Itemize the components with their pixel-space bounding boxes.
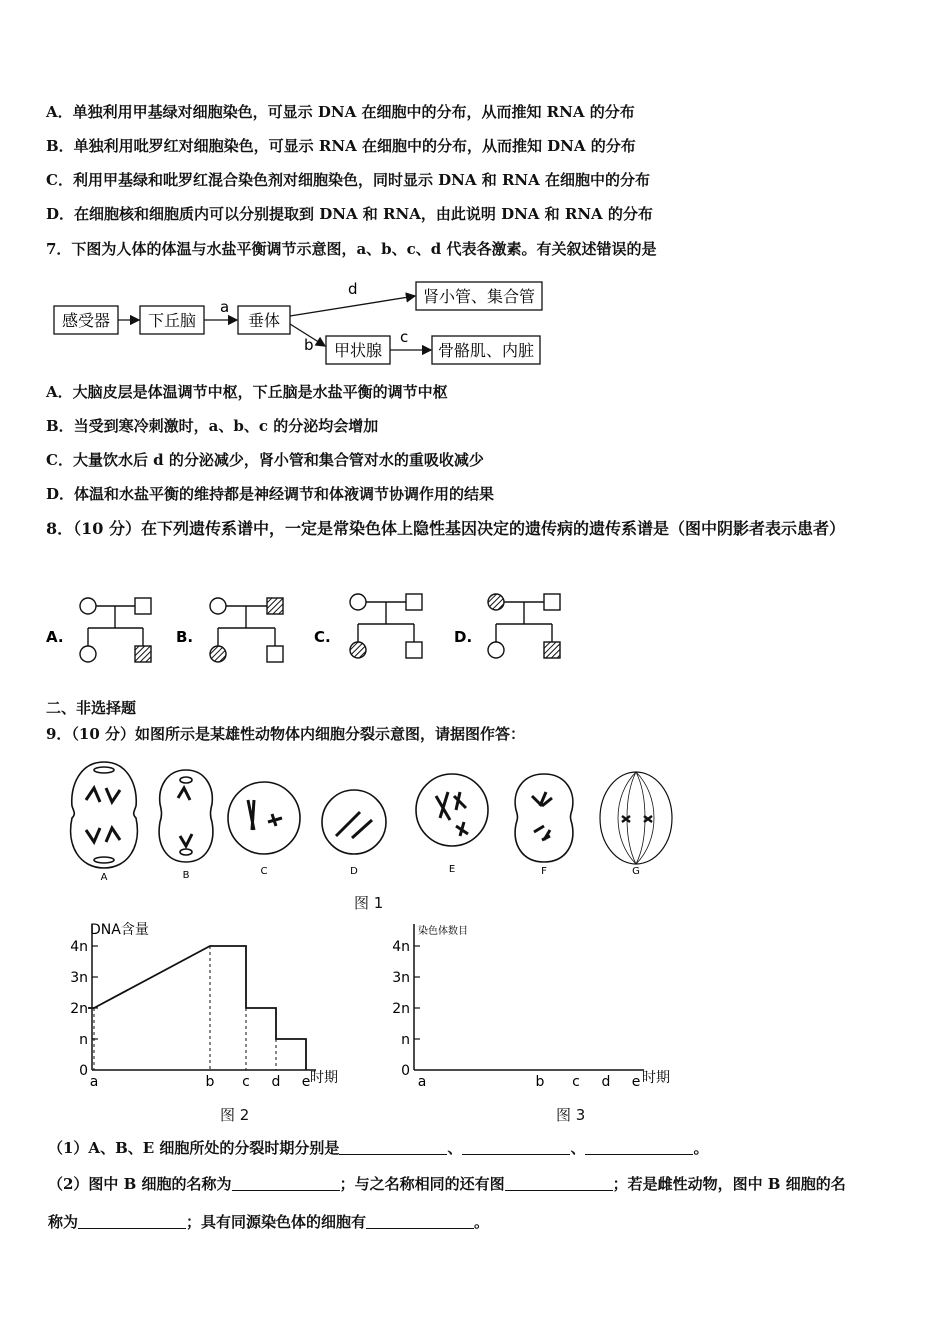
q6-option-b: B．单独利用吡罗红对细胞染色，可显示 RNA 在细胞中的分布，从而推知 DNA 的分布 (46, 137, 636, 155)
box-hypothalamus: 下丘脑 (147, 311, 197, 330)
chart2-xtick-b: b (205, 1074, 215, 1090)
chart2-ylabel: DNA含量 (90, 922, 149, 938)
answer-blank-5[interactable] (505, 1174, 613, 1191)
chart2-xlabel: 时期 (310, 1070, 338, 1086)
q6-option-a: A．单独利用甲基绿对细胞染色，可显示 DNA 在细胞中的分布，从而推知 RNA 的分布 (46, 103, 635, 121)
cell-label-f: F (541, 866, 547, 877)
pedigree-c (350, 594, 422, 658)
chart2-ytick-3: n (79, 1032, 88, 1048)
pedigree-label-d: D. (454, 628, 473, 646)
box-kidney-tubules: 肾小管、集合管 (422, 287, 536, 306)
chart2-ytick-0: 4n (70, 939, 88, 955)
q8-pedigrees (40, 586, 600, 672)
q7-option-b: B．当受到寒冷刺激时，a、b、c 的分泌均会增加 (46, 417, 379, 435)
cell-division-figure (56, 756, 696, 886)
box-thyroid: 甲状腺 (333, 341, 383, 360)
q9-sub2-text-d: 称为 (48, 1213, 79, 1231)
pedigree-b (210, 598, 283, 662)
cell-e (416, 774, 488, 846)
chart3-ytick-1: 3n (392, 970, 410, 986)
box-receptor: 感受器 (61, 311, 111, 330)
chart3-ytick-4: 0 (401, 1063, 410, 1079)
cell-d (322, 790, 386, 854)
separator-2: 、 (570, 1139, 586, 1157)
answer-blank-4[interactable] (232, 1174, 340, 1191)
q9-sub2-line2 (48, 1212, 489, 1232)
chart2-ytick-1: 3n (70, 970, 88, 986)
cell-a (71, 762, 138, 868)
q7-option-a: A．大脑皮层是体温调节中枢，下丘脑是水盐平衡的调节中枢 (46, 383, 448, 401)
cell-label-c: C (260, 866, 268, 877)
q9-sub2-text-c: ；若是雌性动物，图中 B 细胞的名 (612, 1175, 846, 1193)
separator-1: 、 (447, 1139, 463, 1157)
cell-label-e: E (448, 864, 456, 875)
chart3-xtick-d: d (601, 1074, 611, 1090)
chart2-ytick-4: 0 (79, 1063, 88, 1079)
cell-label-a: A (100, 872, 108, 883)
chart3-xtick-c: c (572, 1074, 580, 1090)
cell-f (515, 774, 573, 862)
pedigree-label-b: B. (176, 628, 194, 646)
q9-sub2-text-b: ；与之名称相同的还有图 (339, 1175, 505, 1193)
chart2-dna-line (94, 946, 306, 1070)
q6-option-d: D．在细胞核和细胞质内可以分别提取到 DNA 和 RNA，由此说明 DNA 和 RNA 的分布 (46, 205, 653, 223)
answer-blank-1[interactable] (339, 1138, 447, 1155)
cell-g (600, 772, 672, 864)
chart3-ytick-2: 2n (392, 1001, 410, 1017)
cell-label-g: G (632, 866, 640, 877)
pedigree-label-a: A. (46, 628, 64, 646)
pedigree-a (80, 598, 151, 662)
q9-sub1 (48, 1138, 708, 1158)
chart3-ylabel: 染色体数目 (418, 926, 468, 937)
chart2-xtick-e: e (301, 1074, 311, 1090)
q7-option-d: D．体温和水盐平衡的维持都是神经调节和体液调节协调作用的结果 (46, 485, 495, 503)
q7-option-c: C．大量饮水后 d 的分泌减少，肾小管和集合管对水的重吸收减少 (46, 451, 484, 469)
cell-b (159, 770, 213, 862)
figure-2-caption: 图 2 (220, 1106, 250, 1124)
label-b: b (304, 336, 314, 354)
answer-blank-7[interactable] (366, 1212, 474, 1229)
label-d: d (348, 280, 358, 298)
q9-sub2-line1 (48, 1174, 846, 1194)
label-a: a (220, 298, 230, 316)
box-pituitary: 垂体 (247, 311, 281, 330)
figure-1-caption: 图 1 (354, 894, 384, 912)
q6-option-c: C．利用甲基绿和吡罗红混合染色剂对细胞染色，同时显示 DNA 和 RNA 在细胞中的分布 (46, 171, 651, 189)
cell-label-b: B (182, 870, 190, 881)
dna-content-chart (56, 918, 366, 1092)
cell-label-d: D (350, 866, 358, 877)
figure-3-caption: 图 3 (556, 1106, 586, 1124)
chart2-xtick-a: a (89, 1074, 99, 1090)
q8-stem: 8．（10 分）在下列遗传系谱中，一定是常染色体上隐性基因决定的遗传病的遗传系谱是（图中阴影者表示患者） (46, 519, 845, 538)
answer-blank-2[interactable] (462, 1138, 570, 1155)
chart3-ytick-3: n (401, 1032, 410, 1048)
end-mark-1: 。 (693, 1139, 709, 1157)
chart3-ytick-0: 4n (392, 939, 410, 955)
chart2-ytick-2: 2n (70, 1001, 88, 1017)
chart3-xtick-a: a (417, 1074, 427, 1090)
q9-sub2-text-a: （2）图中 B 细胞的名称为 (48, 1175, 232, 1193)
q9-sub1-text: （1）A、B、E 细胞所处的分裂时期分别是 (48, 1139, 340, 1157)
answer-blank-3[interactable] (585, 1138, 693, 1155)
section-heading: 二、非选择题 (46, 699, 137, 717)
q7-stem: 7．下图为人体的体温与水盐平衡调节示意图，a、b、c、d 代表各激素。有关叙述错误的是 (46, 240, 657, 258)
chart2-xtick-d: d (271, 1074, 281, 1090)
q9-sub2-text-e: ；具有同源染色体的细胞有 (186, 1213, 367, 1231)
q9-stem: 9．（10 分）如图所示是某雄性动物体内细胞分裂示意图，请据图作答： (46, 725, 526, 743)
box-muscle-organs: 骨骼肌、内脏 (437, 341, 535, 360)
pedigree-d (488, 594, 560, 658)
end-mark-2: 。 (474, 1213, 490, 1231)
label-c: c (400, 328, 409, 346)
chart3-xtick-e: e (631, 1074, 641, 1090)
chart2-xtick-c: c (242, 1074, 250, 1090)
chromosome-count-chart (388, 918, 698, 1092)
chart3-xtick-b: b (535, 1074, 545, 1090)
answer-blank-6[interactable] (78, 1212, 186, 1229)
pedigree-label-c: C. (314, 628, 331, 646)
q7-flow-diagram (50, 276, 550, 372)
cell-c (228, 782, 300, 854)
chart3-xlabel: 时期 (642, 1070, 670, 1086)
